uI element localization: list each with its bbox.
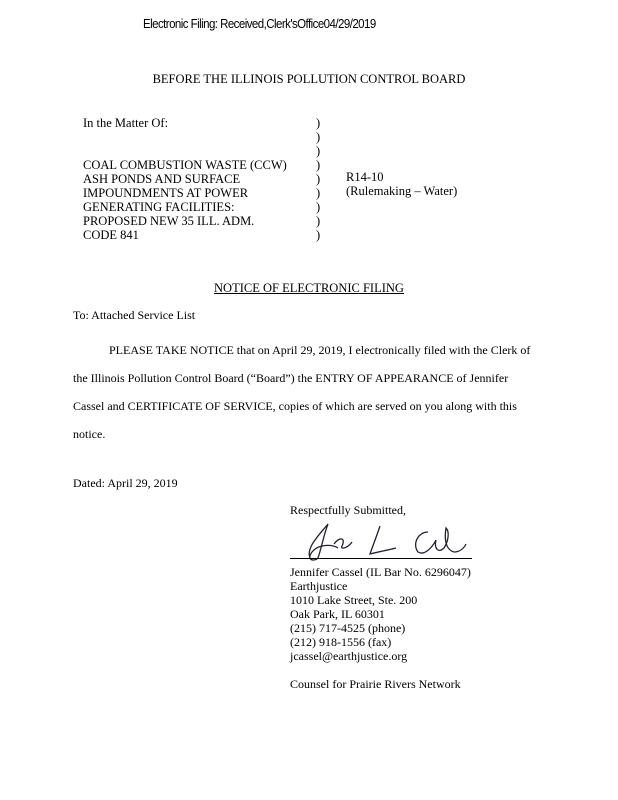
in-the-matter-label: In the Matter Of: xyxy=(83,116,169,130)
case-caption xyxy=(83,116,287,242)
notice-title: NOTICE OF ELECTRONIC FILING xyxy=(214,281,404,295)
email-address: jcassel@earthjustice.org xyxy=(290,649,408,663)
board-heading: BEFORE THE ILLINOIS POLLUTION CONTROL BOARD xyxy=(152,72,466,86)
caption-title-line: CODE 841 xyxy=(83,228,139,242)
counsel-for: Counsel for Prairie Rivers Network xyxy=(290,677,461,691)
docket-type: (Rulemaking – Water) xyxy=(346,184,458,198)
notice-body xyxy=(73,336,539,448)
caption-paren: ) xyxy=(316,200,321,214)
caption-parentheses xyxy=(316,116,320,242)
body-line: notice. xyxy=(73,427,106,441)
caption-paren: ) xyxy=(316,186,321,200)
docket-number: R14-10 xyxy=(346,170,384,184)
caption-paren: ) xyxy=(316,172,321,186)
body-line: Cassel and CERTIFICATE OF SERVICE, copies of which are served on you along with this xyxy=(73,399,517,413)
docket-info xyxy=(346,170,457,198)
signature-line xyxy=(290,558,472,559)
handwritten-signature xyxy=(288,518,472,562)
caption-paren: ) xyxy=(316,214,321,228)
city-state-zip: Oak Park, IL 60301 xyxy=(290,607,385,621)
respectfully-submitted: Respectfully Submitted, xyxy=(290,503,406,517)
to-line: To: Attached Service List xyxy=(73,308,196,322)
dated-line: Dated: April 29, 2019 xyxy=(73,476,178,490)
caption-paren: ) xyxy=(316,144,321,158)
street-address: 1010 Lake Street, Ste. 200 xyxy=(290,593,418,607)
attorney-contact xyxy=(290,565,471,663)
electronic-filing-stamp: Electronic Filing: Received,Clerk'sOffice04/29/2019 xyxy=(143,17,376,31)
caption-paren: ) xyxy=(316,116,321,130)
organization: Earthjustice xyxy=(290,579,348,593)
body-line: PLEASE TAKE NOTICE that on April 29, 2019, I electronically filed with the Clerk of xyxy=(109,343,531,357)
fax-number: (212) 918-1556 (fax) xyxy=(290,635,392,649)
caption-title-line: COAL COMBUSTION WASTE (CCW) xyxy=(83,158,287,172)
caption-paren: ) xyxy=(316,228,321,242)
phone-number: (215) 717-4525 (phone) xyxy=(290,621,406,635)
attorney-name: Jennifer Cassel (IL Bar No. 6296047) xyxy=(290,565,471,579)
signature-block xyxy=(290,503,406,517)
caption-paren: ) xyxy=(316,158,321,172)
caption-title-line: PROPOSED NEW 35 ILL. ADM. xyxy=(83,214,255,228)
caption-title-line: GENERATING FACILITIES: xyxy=(83,200,235,214)
caption-title-line: IMPOUNDMENTS AT POWER xyxy=(83,186,249,200)
caption-title-line: ASH PONDS AND SURFACE xyxy=(83,172,241,186)
caption-paren: ) xyxy=(316,130,321,144)
body-line: the Illinois Pollution Control Board (“Board”) the ENTRY OF APPEARANCE of Jennifer xyxy=(73,371,509,385)
